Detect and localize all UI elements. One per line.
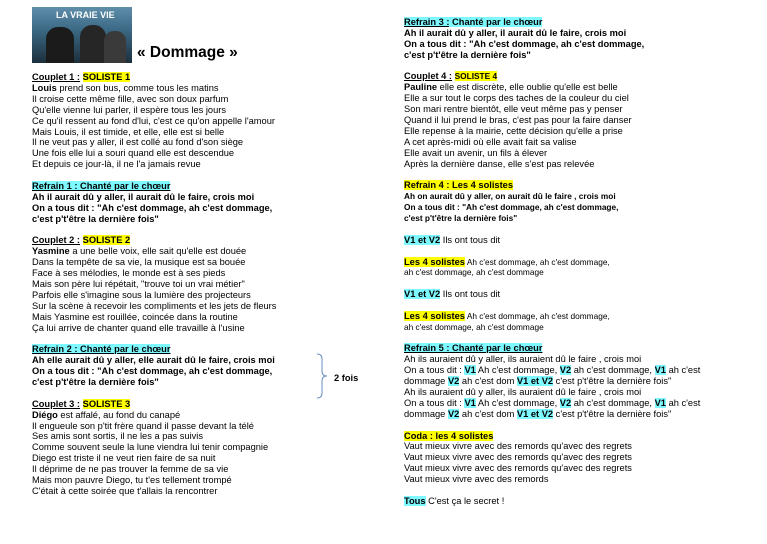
couplet-2-line: Face à ses mélodies, le monde est à ses pieds: [32, 268, 226, 279]
soloist-badge: SOLISTE 4: [454, 71, 498, 82]
refrain-4-line: On a tous dit : "Ah c'est dommage, ah c'est dommage,: [404, 202, 619, 213]
couplet-4-line: A cet après-midi où elle avait fait sa valise: [404, 136, 577, 147]
coda-header: Coda : les 4 solistes: [404, 430, 494, 441]
refrain-2-line: On a tous dit : "Ah c'est dommage, ah c'est dommage,: [32, 366, 273, 377]
couplet-4-line: Quand il lui prend le bras, c'est pas pour la faire danser: [404, 115, 632, 126]
refrain-5-line: Ah ils auraient dû y aller, ils auraient dû le faire , crois moi: [404, 387, 642, 398]
refrain-3-line: c'est p't'être la dernière fois": [404, 49, 531, 60]
cover-person-3: [104, 31, 126, 63]
couplet-2-line: Ça lui arrive de chanter quand elle travaille à l'usine: [32, 322, 245, 333]
couplet-2-line: Mais Yasmine est rouillée, coincée dans la routine: [32, 311, 238, 322]
couplet-4-line: Après la dernière danse, elle s'est pas relevée: [404, 158, 595, 169]
solistes-line: Les 4 solistes Ah c'est dommage, ah c'est dommage,: [404, 256, 610, 267]
couplet-2-line: Sur la scène à recevoir les compliments et les jets de fleurs: [32, 300, 277, 311]
refrain-1-header: Refrain 1 : Chanté par le chœur: [32, 180, 171, 191]
song-title: « Dommage »: [137, 44, 238, 61]
v1v2-line: V1 et V2 Ils ont tous dit: [404, 234, 501, 245]
couplet-3-header: Couplet 3 : SOLISTE 3: [32, 398, 131, 409]
couplet-1-header: Couplet 1 : SOLISTE 1: [32, 72, 131, 82]
couplet-2-header: Couplet 2 : SOLISTE 2: [32, 235, 131, 246]
cover-person-1: [46, 27, 74, 63]
cover-person-2: [80, 25, 106, 63]
refrain-5-line: dommage V2 ah c'est dom V1 et V2 c'est p't'être la dernière fois": [404, 376, 672, 387]
couplet-1-line: Il croise cette même fille, avec son doux parfum: [32, 93, 229, 104]
coda-line: Vaut mieux vivre avec des remords qu'avec des regrets: [404, 452, 632, 463]
v1v2-line: V1 et V2 Ils ont tous dit: [404, 289, 501, 300]
couplet-1-line: Il ne veut pas y aller, il est collé au fond d'son siège: [32, 137, 244, 148]
couplet-2-line: Yasmine a une belle voix, elle sait qu'elle est douée: [32, 246, 247, 257]
coda-line: Vaut mieux vivre avec des remords qu'avec des regrets: [404, 441, 632, 452]
tous-line: Tous C'est ça le secret !: [404, 495, 505, 506]
refrain-4-line: Ah on aurait dû y aller, on aurait dû le faire , crois moi: [404, 191, 616, 202]
left-column: [32, 72, 362, 497]
couplet-4-line: Elle avait un avenir, un fils à élever: [404, 147, 548, 158]
refrain-1-line: On a tous dit : "Ah c'est dommage, ah c'est dommage,: [32, 202, 273, 213]
couplet-4-line: Son mari rentre bientôt, elle veut même pas y penser: [404, 104, 623, 115]
couplet-3-line: Diégo est affalé, au fond du canapé: [32, 409, 181, 420]
couplet-3-line: Mais mon pauvre Diego, tu t'es tellement trompé: [32, 475, 232, 486]
refrain-3-header: Refrain 3 : Chanté par le chœur: [404, 17, 543, 27]
couplet-4-header: Couplet 4 : SOLISTE 4: [404, 71, 498, 82]
album-cover-image: [32, 7, 132, 63]
solistes-line: Les 4 solistes Ah c'est dommage, ah c'est dommage,: [404, 310, 610, 321]
couplet-3-line: Diego est triste il ne veut rien faire de sa nuit: [32, 453, 216, 464]
soloist-badge: SOLISTE 1: [82, 72, 131, 82]
refrain-5-line: dommage V2 ah c'est dom V1 et V2 c'est p't'être la dernière fois": [404, 408, 672, 419]
soloist-badge: SOLISTE 3: [82, 398, 131, 409]
repeat-count: 2 fois: [334, 373, 359, 383]
couplet-4-line: Pauline elle est discrète, elle oublie qu'elle est belle: [404, 82, 618, 93]
couplet-4-line: Elle a sur tout le corps des taches de la couleur du ciel: [404, 93, 629, 104]
couplet-1-line: Mais Louis, il est timide, et elle, elle est si belle: [32, 126, 225, 137]
couplet-3-line: Ses amis sont sortis, il ne les a pas suivis: [32, 431, 204, 442]
couplet-1-line: Une fois elle lui a souri quand elle est descendue: [32, 148, 235, 159]
refrain-2-line: Ah elle aurait dû y aller, elle aurait dû le faire, crois moi: [32, 355, 275, 366]
refrain-2-line: c'est p't'être la dernière fois": [32, 377, 159, 388]
refrain-1-line: c'est p't'être la dernière fois": [32, 213, 159, 224]
couplet-3-line: Comme souvent seule la lune viendra lui tenir compagnie: [32, 442, 269, 453]
refrain-5-header: Refrain 5 : Chanté par le chœur: [404, 343, 543, 354]
refrain-5-line: On a tous dit : V1 Ah c'est dommage, V2 ah c'est dommage, V1 ah c'est: [404, 365, 701, 376]
couplet-3-line: Il déprime de ne pas trouver la femme de sa vie: [32, 464, 229, 475]
cover-text: LA VRAIE VIE: [56, 10, 115, 20]
refrain-3-line: On a tous dit : "Ah c'est dommage, ah c'est dommage,: [404, 38, 645, 49]
couplet-2-line: Mais son père lui répétait, "trouve toi un vrai métier": [32, 279, 245, 289]
solistes-line: ah c'est dommage, ah c'est dommage: [404, 321, 544, 332]
couplet-3-line: C'était à cette soirée que t'allais la rencontrer: [32, 486, 218, 496]
right-column: [404, 17, 764, 507]
refrain-4-line: c'est p't'être la dernière fois": [404, 213, 518, 224]
refrain-5-line: Ah ils auraient dû y aller, ils auraient dû le faire , crois moi: [404, 354, 642, 365]
coda-line: Vaut mieux vivre avec des remords qu'avec des regrets: [404, 463, 632, 474]
couplet-1-line: Qu'elle vienne lui parler, il espère tous les jours: [32, 104, 227, 115]
repeat-brace-icon: [316, 353, 330, 399]
solistes-line: ah c'est dommage, ah c'est dommage: [404, 267, 544, 278]
couplet-1-line: Ce qu'il ressent au fond d'lui, c'est ce qu'on appelle l'amour: [32, 115, 275, 126]
couplet-2-line: Parfois elle s'imagine sous la lumière des projecteurs: [32, 289, 251, 300]
couplet-2-line: Dans la tempête de sa vie, la musique est sa bouée: [32, 257, 246, 268]
couplet-1-line: Louis prend son bus, comme tous les matins: [32, 82, 219, 93]
couplet-4-line: Elle repense à la mairie, cette décision qu'elle a prise: [404, 125, 623, 136]
refrain-5-line: On a tous dit : V1 Ah c'est dommage, V2 ah c'est dommage, V1 ah c'est: [404, 397, 701, 408]
refrain-3-line: Ah il aurait dû y aller, il aurait dû le faire, crois moi: [404, 27, 627, 38]
couplet-1-line: Et depuis ce jour-là, il ne l'a jamais revue: [32, 159, 201, 170]
refrain-4-header: Refrain 4 : Les 4 solistes: [404, 180, 514, 191]
couplet-3-line: Il engueule son p'tit frère quand il passe devant la télé: [32, 420, 254, 431]
soloist-badge: SOLISTE 2: [82, 235, 131, 246]
coda-line: Vaut mieux vivre avec des remords: [404, 474, 549, 485]
refrain-1-line: Ah il aurait dû y aller, il aurait dû le faire, crois moi: [32, 191, 255, 202]
refrain-2-header: Refrain 2 : Chanté par le chœur: [32, 344, 171, 355]
